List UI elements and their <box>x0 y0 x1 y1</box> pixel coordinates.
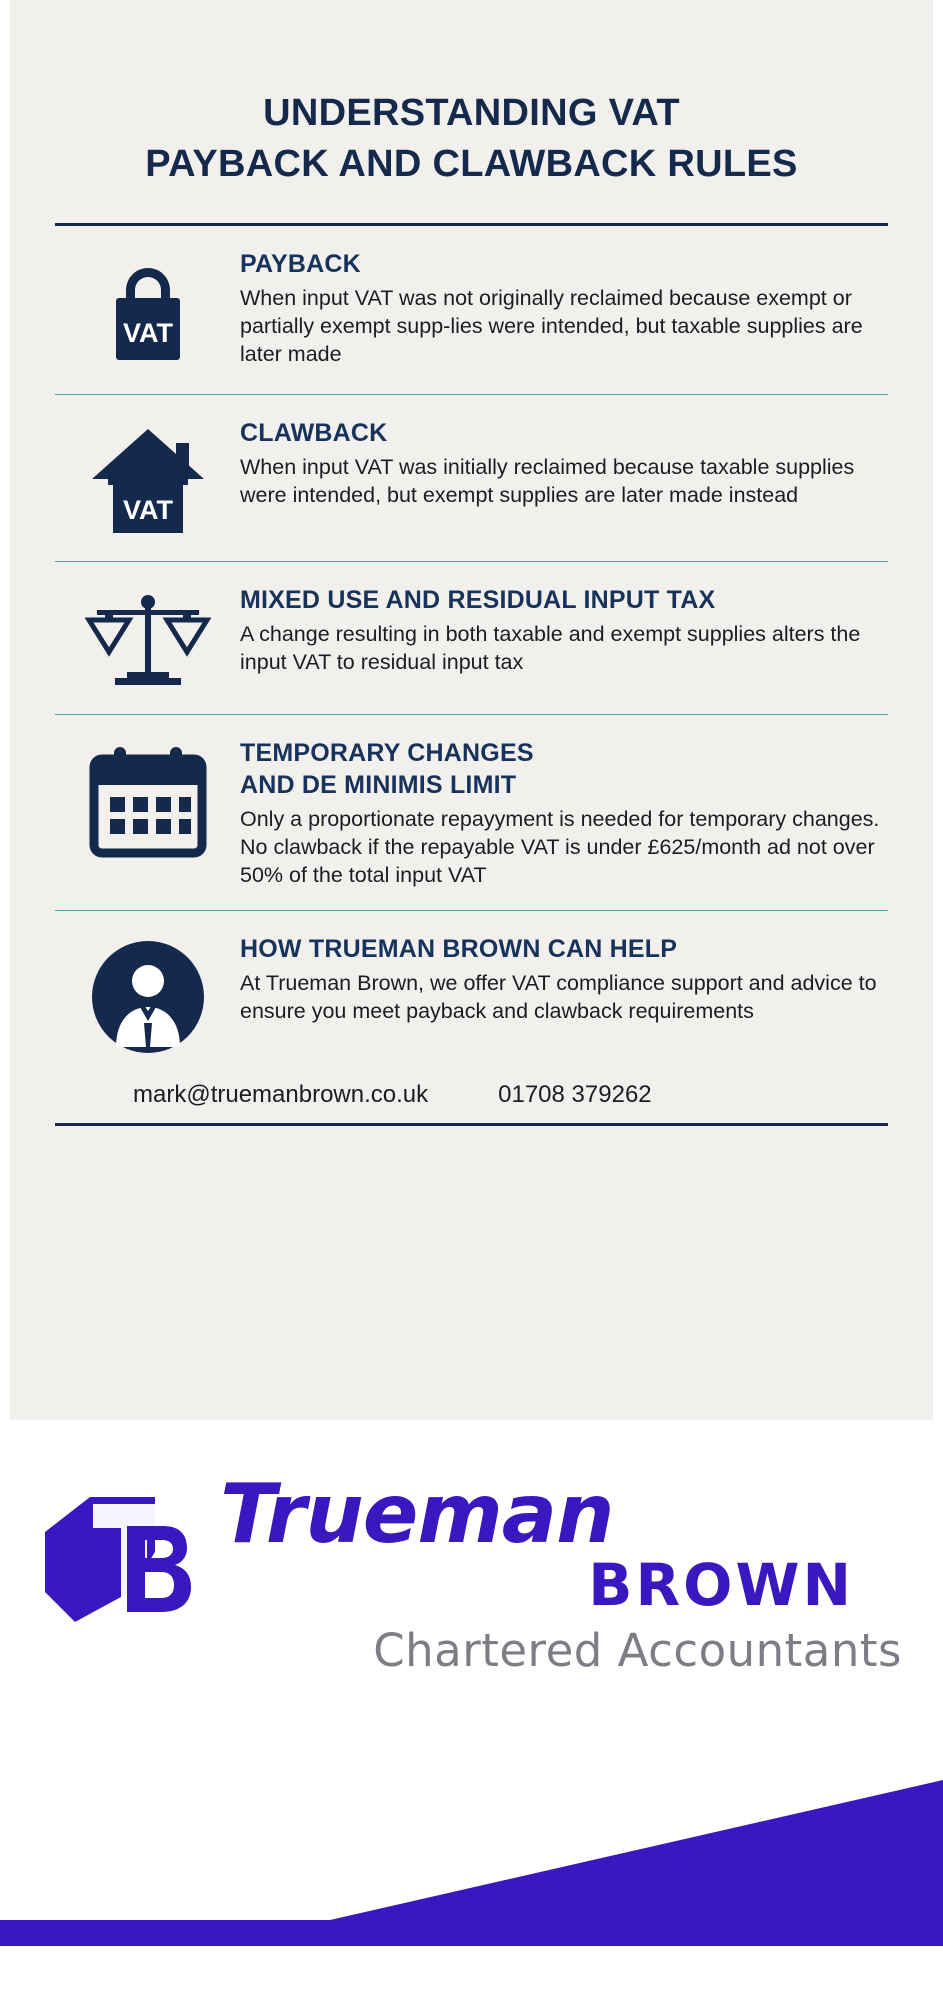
item-heading-line-2: AND DE MINIMIS LIMIT <box>240 770 517 799</box>
logo-tagline: Chartered Accountants <box>373 1624 902 1677</box>
item-heading: CLAWBACK <box>240 418 388 447</box>
text-cell <box>240 933 888 1026</box>
icon-cell <box>55 737 240 861</box>
logo-word-brown: BROWN <box>588 1551 854 1619</box>
logo-word-trueman: Trueman <box>220 1467 614 1562</box>
right-margin-strip <box>933 0 943 1420</box>
purple-swoosh-decoration <box>0 1770 943 2000</box>
svg-text:VAT: VAT <box>122 494 173 525</box>
icon-cell <box>55 933 240 1055</box>
vat-handbag-icon <box>88 254 208 374</box>
item-heading-line-1: TEMPORARY CHANGES <box>240 738 534 767</box>
text-cell <box>240 737 888 890</box>
logo-wordmark <box>220 1467 910 1677</box>
vat-house-icon <box>88 423 208 541</box>
person-icon <box>90 939 206 1055</box>
contact-email[interactable]: mark@truemanbrown.co.uk <box>133 1080 429 1108</box>
list-item-payback <box>55 226 888 394</box>
left-margin-strip <box>0 0 10 1420</box>
icon-cell <box>55 248 240 374</box>
list-item-how-we-can-help <box>55 911 888 1075</box>
item-heading: PAYBACK <box>240 249 361 278</box>
page-title-line-2: PAYBACK AND CLAWBACK RULES <box>145 143 798 186</box>
item-body: At Trueman Brown, we offer VAT compliance support and advice to ensure you meet payback and clawback requirements <box>240 970 877 1024</box>
svg-text:VAT: VAT <box>122 317 173 348</box>
page-title-line-1: UNDERSTANDING VAT <box>263 92 680 134</box>
text-cell <box>240 248 888 369</box>
item-body: Only a proportionate repayyment is needed for temporary changes. No clawback if the repayable VAT is under £625/month ad not over 50% of the total input VAT <box>240 806 880 888</box>
item-body: A change resulting in both taxable and exempt supplies alters the input VAT to residual input tax <box>240 621 861 674</box>
brand-logo <box>30 1467 910 1742</box>
list-item-mixed-use <box>55 562 888 714</box>
list-item-temporary-changes <box>55 715 888 910</box>
logo-panel <box>0 1420 943 2000</box>
item-heading: HOW TRUEMAN BROWN CAN HELP <box>240 934 678 963</box>
page-title <box>55 0 888 191</box>
contact-phone[interactable]: 01708 379262 <box>498 1080 652 1108</box>
icon-cell <box>55 584 240 694</box>
tb-monogram-icon <box>35 1492 205 1642</box>
item-heading <box>240 737 882 801</box>
icon-cell <box>55 417 240 541</box>
text-cell <box>240 417 888 510</box>
item-body: When input VAT was initially reclaimed because taxable supplies were intended, but exempt supplies are later made instead <box>240 454 855 507</box>
scales-icon <box>85 590 211 694</box>
contact-row <box>55 1075 888 1123</box>
item-body: When input VAT was not originally reclaimed because exempt or partially exempt supp-lies were intended, but taxable supplies are later made <box>240 285 863 367</box>
divider-bottom <box>55 1123 888 1126</box>
list-item-clawback <box>55 395 888 561</box>
calendar-icon <box>86 743 210 861</box>
item-heading: MIXED USE AND RESIDUAL INPUT TAX <box>240 585 716 614</box>
text-cell <box>240 584 888 677</box>
